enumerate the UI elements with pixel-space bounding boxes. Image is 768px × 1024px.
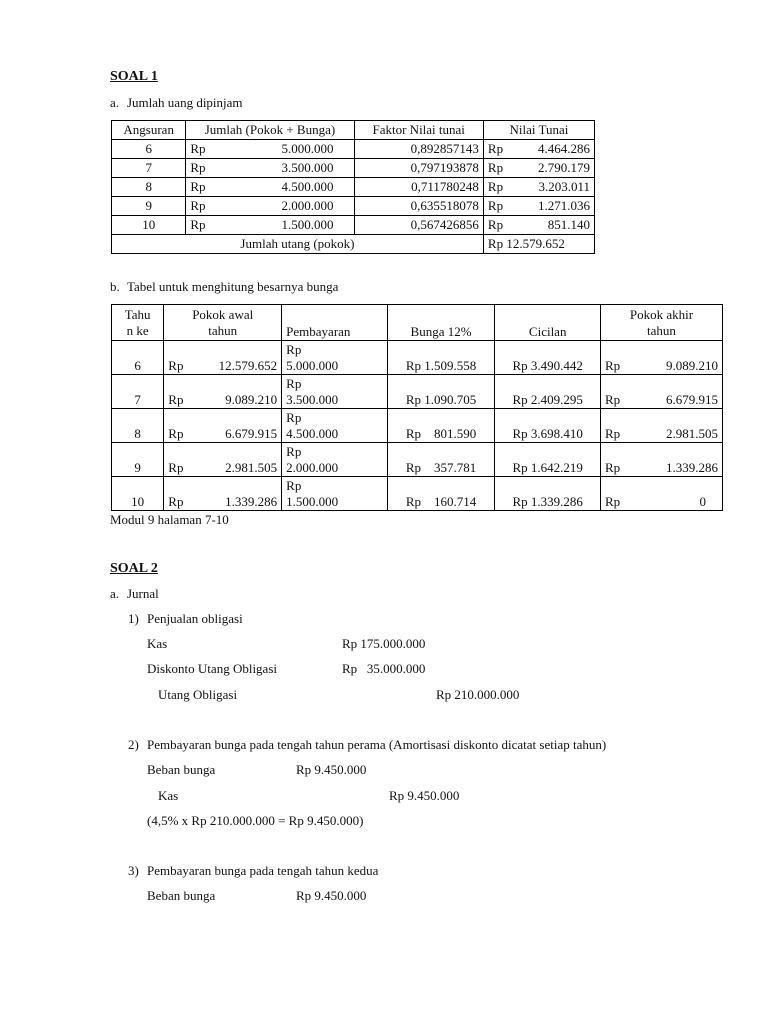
journal-item-number: 1) xyxy=(128,611,139,626)
cell-pembayaran xyxy=(282,477,388,511)
cell-bunga: Rp 1.090.705 xyxy=(387,375,495,409)
amount: 851.140 xyxy=(547,217,590,232)
journal-debit: Rp 35.000.000 xyxy=(342,661,426,676)
journal-account: Diskonto Utang Obligasi xyxy=(147,661,277,676)
amount: 4.500.000 xyxy=(281,179,334,194)
currency-label: Rp xyxy=(487,141,504,156)
journal-debit: Rp 9.450.000 xyxy=(296,762,367,777)
cell-pokok-awal xyxy=(164,375,282,409)
soal1-part-b-text: Tabel untuk menghitung besarnya bunga xyxy=(127,279,339,294)
cell-angsuran: 10 xyxy=(112,216,186,235)
table-row xyxy=(112,178,595,197)
cell-pembayaran xyxy=(282,375,388,409)
cell-bunga: Rp 801.590 xyxy=(387,409,495,443)
cell-jumlah xyxy=(186,140,354,159)
table-header-row xyxy=(112,305,723,341)
currency-label: Rp xyxy=(286,341,302,357)
journal-calculation: (4,5% x Rp 210.000.000 = Rp 9.450.000) xyxy=(147,813,364,828)
currency-label: Rp xyxy=(604,392,621,407)
currency-label: Rp xyxy=(286,375,302,391)
journal-item-heading: Penjualan obligasi xyxy=(147,611,243,626)
currency-label: Rp xyxy=(190,198,206,213)
cell-faktor: 0,711780248 xyxy=(354,178,483,197)
amount: 2.981.505 xyxy=(666,426,718,441)
cell-pokok-akhir xyxy=(600,477,722,511)
cell-pokok-awal xyxy=(164,409,282,443)
currency-label: Rp xyxy=(190,179,206,194)
amount: 9.089.210 xyxy=(666,358,718,373)
currency-label: Rp xyxy=(487,198,504,213)
header-tahun-line1: Tahu xyxy=(124,306,151,322)
cell-nilai-tunai xyxy=(483,178,594,197)
header-bunga: Bunga 12% xyxy=(387,305,495,341)
header-tahun-line2: n ke xyxy=(126,322,149,338)
journal-item-heading: Pembayaran bunga pada tengah tahun perama (Amortisasi diskonto dicatat setiap tahun) xyxy=(147,737,607,752)
table-row xyxy=(112,140,595,159)
table-row xyxy=(112,375,723,409)
interest-table xyxy=(111,304,723,511)
header-pokok-awal xyxy=(164,305,282,341)
currency-label: Rp xyxy=(168,460,184,475)
loan-table xyxy=(111,120,595,254)
soal2-part-a-text: Jurnal xyxy=(127,586,159,601)
amount: 1.500.000 xyxy=(286,493,339,509)
cell-bunga: Rp 1.509.558 xyxy=(387,341,495,375)
cell-pokok-akhir xyxy=(600,341,722,375)
journal-item-heading: Pembayaran bunga pada tengah tahun kedua xyxy=(147,863,379,878)
header-cicilan: Cicilan xyxy=(495,305,601,341)
amount: 3.203.011 xyxy=(538,179,590,194)
cell-cicilan: Rp 2.409.295 xyxy=(495,375,601,409)
cell-tahun: 7 xyxy=(112,375,164,409)
table-header-row xyxy=(112,121,595,140)
cell-angsuran: 8 xyxy=(112,178,186,197)
amount: 2.000.000 xyxy=(281,198,334,213)
cell-pokok-awal xyxy=(164,341,282,375)
currency-label: Rp xyxy=(168,494,184,509)
journal-account: Kas xyxy=(147,636,168,651)
amount: 3.500.000 xyxy=(281,160,334,175)
currency-label: Rp xyxy=(168,426,184,441)
journal-credit: Rp 9.450.000 xyxy=(389,788,460,803)
currency-label: Rp xyxy=(190,217,206,232)
amount: 2.790.179 xyxy=(538,160,590,175)
journal-account: Beban bunga xyxy=(147,888,216,903)
amount: 6.679.915 xyxy=(666,392,718,407)
soal1-title: SOAL 1 xyxy=(110,69,158,84)
amount: 2.981.505 xyxy=(225,460,278,475)
currency-label: Rp xyxy=(168,392,184,407)
amount: 4.500.000 xyxy=(286,425,339,441)
header-pokok-akhir-line1: Pokok akhir xyxy=(629,306,694,322)
soal2-part-a-label: a. xyxy=(110,586,120,601)
cell-cicilan: Rp 1.642.219 xyxy=(495,443,601,477)
soal1-part-a-label: a. xyxy=(110,95,120,110)
total-value: Rp 12.579.652 xyxy=(483,235,594,254)
currency-label: Rp xyxy=(286,477,302,493)
amount: 6.679.915 xyxy=(225,426,278,441)
table-row xyxy=(112,197,595,216)
journal-account: Beban bunga xyxy=(147,762,216,777)
journal-item-number: 3) xyxy=(128,863,139,878)
amount: 1.339.286 xyxy=(666,460,718,475)
amount: 9.089.210 xyxy=(225,392,278,407)
table-row xyxy=(112,477,723,511)
currency-label: Rp xyxy=(286,409,302,425)
cell-tahun: 6 xyxy=(112,341,164,375)
cell-cicilan: Rp 3.698.410 xyxy=(495,409,601,443)
header-pembayaran: Pembayaran xyxy=(282,305,388,341)
currency-label: Rp xyxy=(190,141,206,156)
amount: 0 xyxy=(699,494,706,509)
cell-cicilan: Rp 3.490.442 xyxy=(495,341,601,375)
cell-pokok-akhir xyxy=(600,443,722,477)
cell-jumlah xyxy=(186,216,354,235)
currency-label: Rp xyxy=(604,358,621,373)
table-row xyxy=(112,216,595,235)
amount: 5.000.000 xyxy=(286,357,339,373)
currency-label: Rp xyxy=(190,160,206,175)
cell-nilai-tunai xyxy=(483,140,594,159)
cell-bunga: Rp 160.714 xyxy=(387,477,495,511)
cell-pokok-akhir xyxy=(600,375,722,409)
cell-tahun: 8 xyxy=(112,409,164,443)
currency-label: Rp xyxy=(487,217,504,232)
cell-tahun: 10 xyxy=(112,477,164,511)
soal1-part-b-label: b. xyxy=(110,279,120,294)
cell-angsuran: 6 xyxy=(112,140,186,159)
amount: 1.339.286 xyxy=(225,494,278,509)
journal-credit: Rp 210.000.000 xyxy=(436,687,520,702)
header-angsuran: Angsuran xyxy=(112,121,186,140)
amount: 5.000.000 xyxy=(281,141,334,156)
cell-bunga: Rp 357.781 xyxy=(387,443,495,477)
table-row xyxy=(112,409,723,443)
header-nilai-tunai: Nilai Tunai xyxy=(483,121,594,140)
cell-jumlah xyxy=(186,178,354,197)
amount: 4.464.286 xyxy=(538,141,590,156)
amount: 3.500.000 xyxy=(286,391,339,407)
cell-pembayaran xyxy=(282,443,388,477)
cell-nilai-tunai xyxy=(483,197,594,216)
total-label: Jumlah utang (pokok) xyxy=(112,235,484,254)
currency-label: Rp xyxy=(604,460,621,475)
currency-label: Rp xyxy=(487,179,504,194)
journal-item-number: 2) xyxy=(128,737,139,752)
header-pokok-awal-line2: tahun xyxy=(208,322,238,338)
table-row xyxy=(112,341,723,375)
soal2-title: SOAL 2 xyxy=(110,561,158,576)
cell-faktor: 0,635518078 xyxy=(354,197,483,216)
amount: 12.579.652 xyxy=(218,358,278,373)
header-pokok-akhir xyxy=(600,305,722,341)
currency-label: Rp xyxy=(604,426,621,441)
cell-pembayaran xyxy=(282,341,388,375)
cell-angsuran: 7 xyxy=(112,159,186,178)
cell-cicilan: Rp 1.339.286 xyxy=(495,477,601,511)
journal-debit: Rp 9.450.000 xyxy=(296,888,367,903)
header-jumlah: Jumlah (Pokok + Bunga) xyxy=(186,121,354,140)
amount: 1.271.036 xyxy=(538,198,590,213)
amount: 2.000.000 xyxy=(286,459,339,475)
header-pokok-akhir-line2: tahun xyxy=(647,322,676,338)
currency-label: Rp xyxy=(487,160,504,175)
cell-nilai-tunai xyxy=(483,159,594,178)
currency-label: Rp xyxy=(286,443,302,459)
cell-faktor: 0,892857143 xyxy=(354,140,483,159)
cell-jumlah xyxy=(186,159,354,178)
table-row xyxy=(112,159,595,178)
cell-pokok-awal xyxy=(164,443,282,477)
currency-label: Rp xyxy=(604,494,621,509)
cell-pembayaran xyxy=(282,409,388,443)
cell-tahun: 9 xyxy=(112,443,164,477)
cell-pokok-akhir xyxy=(600,409,722,443)
header-pokok-awal-line1: Pokok awal xyxy=(192,306,254,322)
cell-jumlah xyxy=(186,197,354,216)
journal-account: Utang Obligasi xyxy=(158,687,238,702)
cell-faktor: 0,567426856 xyxy=(354,216,483,235)
journal-account: Kas xyxy=(158,788,179,803)
soal1-part-a-text: Jumlah uang dipinjam xyxy=(127,95,243,110)
journal-debit: Rp 175.000.000 xyxy=(342,636,426,651)
table-row xyxy=(112,443,723,477)
cell-pokok-awal xyxy=(164,477,282,511)
header-faktor: Faktor Nilai tunai xyxy=(354,121,483,140)
cell-faktor: 0,797193878 xyxy=(354,159,483,178)
amount: 1.500.000 xyxy=(281,217,334,232)
cell-nilai-tunai xyxy=(483,216,594,235)
table-total-row xyxy=(112,235,595,254)
header-tahun xyxy=(112,305,164,341)
module-note: Modul 9 halaman 7-10 xyxy=(110,512,229,527)
cell-angsuran: 9 xyxy=(112,197,186,216)
currency-label: Rp xyxy=(168,358,184,373)
